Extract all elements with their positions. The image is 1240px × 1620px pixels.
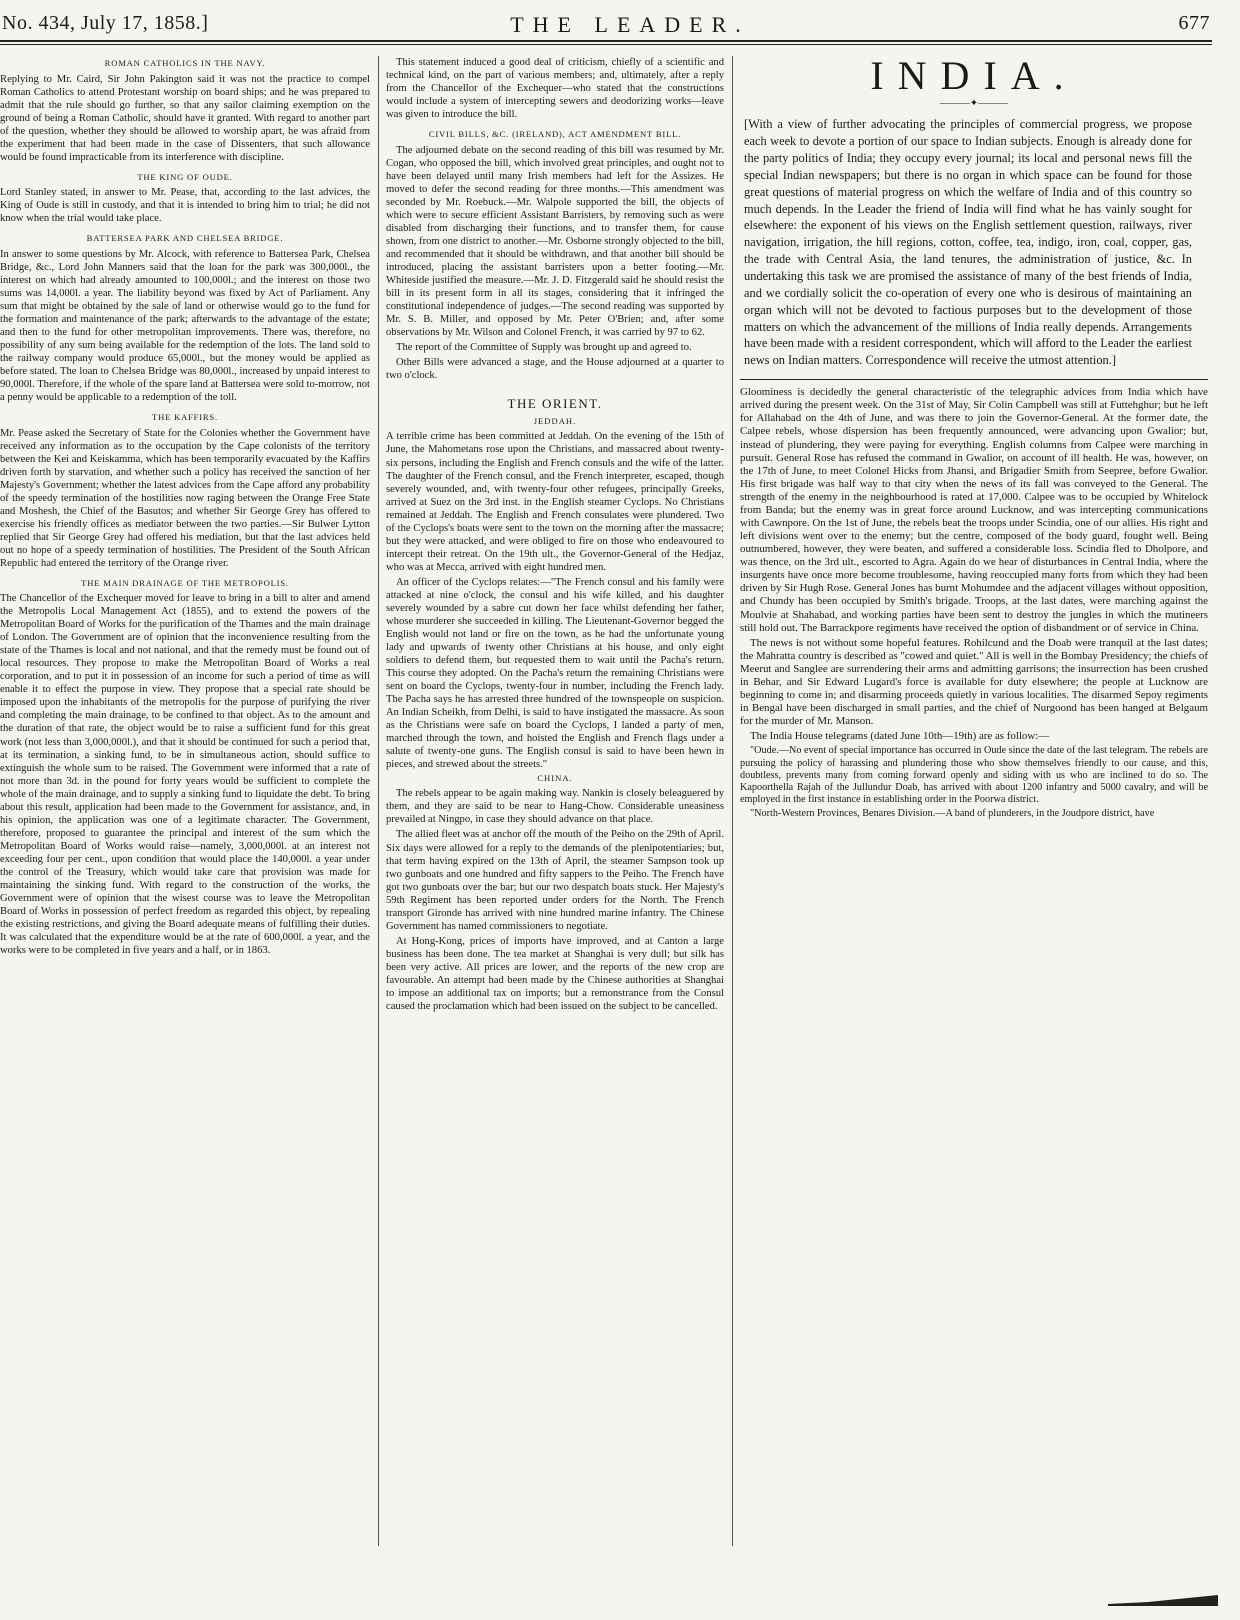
section-title: THE ORIENT. [507, 395, 603, 411]
header-rule-thin [0, 44, 1212, 45]
section-heading: CIVIL BILLS, &C. (IRELAND), ACT AMENDMENT BILL. [428, 129, 682, 140]
article-paragraph: Other Bills were advanced a stage, and the House adjourned at a quarter to two o'clock. [386, 356, 724, 381]
column-2 [386, 56, 724, 1561]
article-paragraph: Gloominess is decidedly the general characteristic of the telegraphic advices from India which have arrived during the present week. On the 31st of May, Sir Colin Campbell was still at Futtehghur; but he left for Allahabad on the 4th of June, and was there to join the Governor-General. At the former date, the Calpee rebels, whose dispersion has been frequently announced, were advancing upon Gwalior; but, instead of plundering, they were paying for everything. English columns from Calpee were marching in pursuit. General Rose has refused the command in Gwalior, on account of ill health. He was, however, on the 17th of June, to meet Colonel Hicks from Jhansi, and Brigadier Smith from Seepree, before Gwalior. His first brigade was half way to that city when the news of its fall was conveyed to the General. The strength of the enemy in the neighbourhood is rated at 17,000. Calpee was to be occupied by Whitelock from Banda; but the enemy was in great force around Lucknow, and was intercepting communications with Cawnpore. On the 1st of June, the rebels beat the troops under Scindia, one of our allies. His right and left divisions went over to the enemy; but the centre, composed of the body guard, fought well. Being outnumbered, however, they were beaten, and suffered a considerable loss. Scindia fled to Dholpore, and was thence, on the 3rd ult., escorted to Agra. Again do we hear of disturbances in Central India, where the insurgents have once more become troublesome, having reoccupied many forts from which they had been driven by Sir Hugh Rose. General Jones has burnt Mohumdee and the adjacent villages without opposition, and Chundy has been occupied by Smith's brigade. Troops, at the last dates, were marching against the Moulvie at Shahabad, and working parties have been sent to destroy the jungles in which the mutineers still hold out. The Barrackpore regiments have received the option of disbandment or of service in China. [740, 386, 1208, 634]
article-paragraph: The adjourned debate on the second reading of this bill was resumed by Mr. Cogan, who opposed the bill, which involved great principles, and ought not to have been delayed until many Irish members had left for the Assizes. He moved to defer the second reading for three months.—This amendment was seconded by Mr. Roebuck.—Mr. Walpole supported the bill, the objects of which were to secure efficient Assistant Barristers, by removing such as were disabled from discharging their functions, and to transfer them, for cause shown, from one district to another.—Mr. Osborne strongly objected to the bill, and recommended that it should be withdrawn, and that another bill should be introduced, placing the assistant barristers upon a better footing.—Mr. Whiteside justified the measure.—Mr. J. D. Fitzgerald said he should resist the bill in its present form in all its stages, considering that it infringed the constitutional independence of judges.—The second reading was supported by Mr. S. B. Miller, and opposed by Mr. Peter O'Brien; and, after some observations by Mr. Wilson and Colonel French, it was carried by 97 to 62. [386, 144, 724, 338]
article-paragraph: Mr. Pease asked the Secretary of State for the Colonies whether the Government have received any information as to the occupation by the Cape colonists of the territory between the Kei and Keiskamma, which has been temporarily evacuated by the Kaffirs driven forth by starvation, and whether such a policy has received the sanction of her Majesty's Government; whether the latest advices from the Cape afford any probability of the speedy termination of the hostilities now raging between the Orange Free State and Moshesh, the Chief of the Basutos; and whether Sir George Grey has offered to exercise his friendly offices as mediator between the two parties.—Sir Bulwer Lytton replied that Sir George Grey had offered his mediation, but that the last advices held out no hope of a speedy termination of hostilities. The President of the South African Republic had entered the territory of the Orange river. [0, 427, 370, 569]
article-paragraph: A terrible crime has been committed at Jeddah. On the evening of the 15th of June, the Mahometans rose upon the Christians, and massacred about twenty-six persons, including the English and French consuls and the wife of the latter. The daughter of the French consul, and the French interpreter, escaped, though severely wounded, and, with twenty-four other refugees, principally Greeks, arrived at Suez on the 3rd inst. in the English steamer Cyclops. No Christians remained at Jeddah. The English and French consulates were plundered. Two of the Cyclops's boats were sent to the town on the morning after the massacre; but they were attacked, and were obliged to fire on those who endeavoured to intercept their retreat. On the 19th ult., the Governor-General of the Hedjaz, who was at Mecca, arrived with eight hundred men. [386, 431, 724, 573]
column-1 [0, 56, 370, 1561]
article-paragraph: Lord Stanley stated, in answer to Mr. Pease, that, according to the last advices, the King of Oude is still in custody, and that it is intended to bring him to trial; he did not know when the trial would take place. [0, 187, 370, 225]
section-rule [740, 379, 1208, 380]
column-divider [732, 56, 733, 1546]
column-3 [740, 56, 1208, 1561]
article-paragraph: Replying to Mr. Caird, Sir John Pakington said it was not the practice to compel Roman Catholics to attend Protestant worship on board ships; and he was prepared to admit that the rule should go further, so that any sailor claiming exemption on the ground of being a Roman Catholic, should have it granted. With regard to another part of the question, whether they should be allowed to worship apart, he was afraid from the experiment that had been made in the case of Dissenters, that such allowance would be found impracticable from its interference with discipline. [0, 73, 370, 163]
newspaper-title: THE LEADER. [510, 12, 750, 37]
article-paragraph: The report of the Committee of Supply was brought up and agreed to. [396, 341, 692, 353]
article-paragraph: The allied fleet was at anchor off the mouth of the Peiho on the 29th of April. Six days were allowed for a reply to the demands of the plenipotentiaries; but, that term having expired on the 13th of April, the steamer Sampson took up two gunboats and one hundred and fifty sappers to the Peiho. The French have got two gunboats over the bar; but our two despatch boats stuck. Her Majesty's 59th Regiment has been reported under orders for the North. The French transport Gironde has arrived with nine hundred marine infantry. The Chinese Government has named commissioners to negotiate. [386, 829, 724, 932]
title-ornament: ———✦——— [939, 98, 1009, 109]
article-paragraph: This statement induced a good deal of criticism, chiefly of a scientific and technical kind, on the part of various members; and, ultimately, after a reply from the Chancellor of the Exchequer—who stated that the constructions would include a system of intercepting sewers and deodorizing works—leave was given to introduce the bill. [386, 57, 724, 121]
page-number: 677 [1178, 12, 1210, 34]
article-paragraph: The news is not without some hopeful features. Rohilcund and the Doab were tranquil at the last dates; the Mahratta country is described as "cowed and quiet." All is well in the Bombay Presidency; the chiefs of Meerut and Sanglee are surrendering their arms and admitting garrisons; the insurrection has been crushed in Behar, and Sir Edward Lugard's force is available for duty elsewhere; the people at Lucknow are beginning to come in; and disarming proceeds quietly in various localities. The disarmed Sepoy regiments in Bengal have been discharged in small parties, and the chief of Nurgoond has been hanged at Belgaum for the murder of Mr. Manson. [740, 636, 1208, 728]
issue-date: No. 434, July 17, 1858.] [2, 12, 209, 34]
section-heading: THE KAFFIRS. [152, 412, 218, 423]
telegram-paragraph: "North-Western Provinces, Benares Division.—A band of plunderers, in the Joudpore district, have [750, 808, 1155, 820]
section-subheading: CHINA. [537, 772, 573, 783]
article-paragraph: The India House telegrams (dated June 10th—19th) are as follow:— [750, 730, 1050, 743]
editorial-intro: [With a view of further advocating the principles of commercial progress, we propose each week to devote a portion of our space to Indian subjects. Enough is already done for the party politics of India; they occupy every journal; its local and personal news fill the special Indian newspapers; but there is no organ in which space can be found for those great questions of material progress on which the welfare of India and of this country so much depends. In the Leader the friend of India will find what he has vainly sought for elsewhere: the exponent of his views on the English settlement question, railways, river navigation, irrigation, the hill regions, cotton, coffee, tea, indigo, iron, coal, copper, gas, the trade with Central Asia, the land tenures, the administration of justice, &c. In undertaking this task we are promised the assistance of many of the best friends of India, and we cordially solicit the co-operation of every one who is desirous of maintaining an organ which will not be devoted to factious purposes but to the development of those matters on which the advancement of the millions of India really depends. Arrangements have been made with a resident correspondent, which will afford to the Leader the earliest news on Indian matters. Correspondence will receive the utmost attention.] [744, 117, 1192, 368]
article-paragraph: The rebels appear to be again making way. Nankin is closely beleaguered by them, and they are said to be near to Hang-Chow. Considerable uneasiness prevailed at Ningpo, in case they should advance on that place. [386, 788, 724, 826]
telegram-paragraph: "Oude.—No event of special importance has occurred in Oude since the date of the last telegram. The rebels are pursuing the policy of harassing and plundering those who show themselves friendly to our cause, and this, doubtless, prevents many from coming forward openly and siding with us who are inclined to do so. The Kapoorthella Rajah of the Jullundur Doab, has arrived with about 1200 infantry and 5000 cavalry, and will be employed in the first instance in establishing order in the Poorwa district. [740, 745, 1208, 806]
column-divider [378, 56, 379, 1546]
article-paragraph: An officer of the Cyclops relates:—"The French consul and his family were attacked at nine o'clock, the consul and his wife killed, and his daughter severely wounded by a sabre cut down her face whilst defending her father, whose murderer she succeeded in killing. The Lieutenant-Governor begged the English would not land or fire on the town, as he had the unfortunate young lady and upwards of twenty other Christians at his house, and only eight soldiers to defend them, but requested them to wait until the Pacha's return. This course they adopted. On the Pacha's return the remaining Christians were sent on board the Cyclops, twenty-four in number, including the French lady. The Pacha says he has arrested three hundred of the townspeople on suspicion. An Indian Scheikh, from Delhi, is said to have instigated the massacre. As soon as the Christians were safe on board the Cyclops, I landed a party of men, marched through the town, and hoisted the English and French flags under a salute of twenty-one guns. The English consul is said to have been hewn in pieces, and strewed about the streets." [386, 576, 724, 770]
section-heading: THE MAIN DRAINAGE OF THE METROPOLIS. [81, 577, 289, 588]
ink-smudge [1108, 1594, 1218, 1606]
section-heading: BATTERSEA PARK AND CHELSEA BRIDGE. [86, 233, 284, 244]
section-heading: ROMAN CATHOLICS IN THE NAVY. [104, 58, 266, 68]
india-title: INDIA. [870, 56, 1078, 98]
section-heading: THE KING OF OUDE. [137, 171, 233, 182]
masthead [0, 12, 1240, 42]
article-paragraph: At Hong-Kong, prices of imports have improved, and at Canton a large business has been done. The tea market at Shanghai is very dull; but silk has been very active. All prices are lower, and the reports of the new crop are favourable. An attempt had been made by the Chinese authorities at Shanghai to impose an additional tax on imports; but a remonstrance from the Consul caused the proclamation which had been issued on the subject to be cancelled. [386, 935, 724, 1012]
article-paragraph: The Chancellor of the Exchequer moved for leave to bring in a bill to alter and amend the Metropolis Local Management Act (1855), and to extend the powers of the Metropolitan Board of Works for the purification of the Thames and the main drainage of London. The Government are of opinion that the inconvenience resulting from the state of the Thames is local and not national, and that the remedy must be found out of local resources. They propose to make the Metropolitan Board of Works a real corporation, and to put it in possession of an income for such a period of time as will enable it to effect the purpose in view. They propose that a special rate should be imposed upon the inhabitants of the metropolis for the purpose of purifying the river and completing the main drainage, to be confined to that object. As to the amount and the duration of that rate, the object would be to raise a sufficient fund for this great work (not less than 3,000,000l.), and that it should be continued for such a period that, at its termination, a sinking fund, to be in simultaneous action, should suffice to extinguish the whole sum to be raised. The Government were informed that a rate of not more than 3d. in the pound for forty years would be sufficient to complete the whole of the main drainage, and to supply a sinking fund to liquidate the debt. To bring about this result, application had been made to the Government for assistance, and, in his opinion, the application was one of a legitimate character. The Government, therefore, proposed to guarantee the principal and interest of the sum which the Metropolitan Board of Works would raise—namely, 3,000,000l. at an interest not exceeding four per cent., upon condition that would place the 140,000l. a year under the control of the Treasury, which would take care that provision was made for maintaining the sinking fund. With regard to the construction of the works, the Government were of opinion that the wisest course was to leave the Metropolitan Board of Works in possession of perfect freedom as regarded this object, by repealing the existing restrictions, and giving the Board adequate means of fulfilling their duties. It was calculated that the expenditure would be at the rate of 600,000l. a year, and the works were to be completed in five years and a half, or in 1863. [0, 593, 370, 956]
section-subheading: JEDDAH. [533, 415, 577, 426]
header-rule [0, 40, 1212, 42]
article-paragraph: In answer to some questions by Mr. Alcock, with reference to Battersea Park, Chelsea Bridge, &c., Lord John Manners said that the loan for the park was 300,000l., the interest on which had already amounted to 100,000l.; and the interest on those two sums was 14,000l. a year. The liability beyond was fixed by Act of Parliament. Any sum that might be obtained by the sale of land or otherwise would go to the fund for the formation and maintenance of the park; afterwards to the advantage of the estate; and then to the fund for other metropolitan improvements. There was, therefore, no possibility of any sum being available for the redemption of the lots. The land sold to the railway company would produce 65,000l., but the money would be applied as before stated. The loan to Chelsea Bridge was 80,000l., increased by unpaid interest to 90,000l. Therefore, if the whole of the spare land at Battersea were sold to-morrow, not a penny would be applicable to a redemption of the toll. [0, 248, 370, 404]
